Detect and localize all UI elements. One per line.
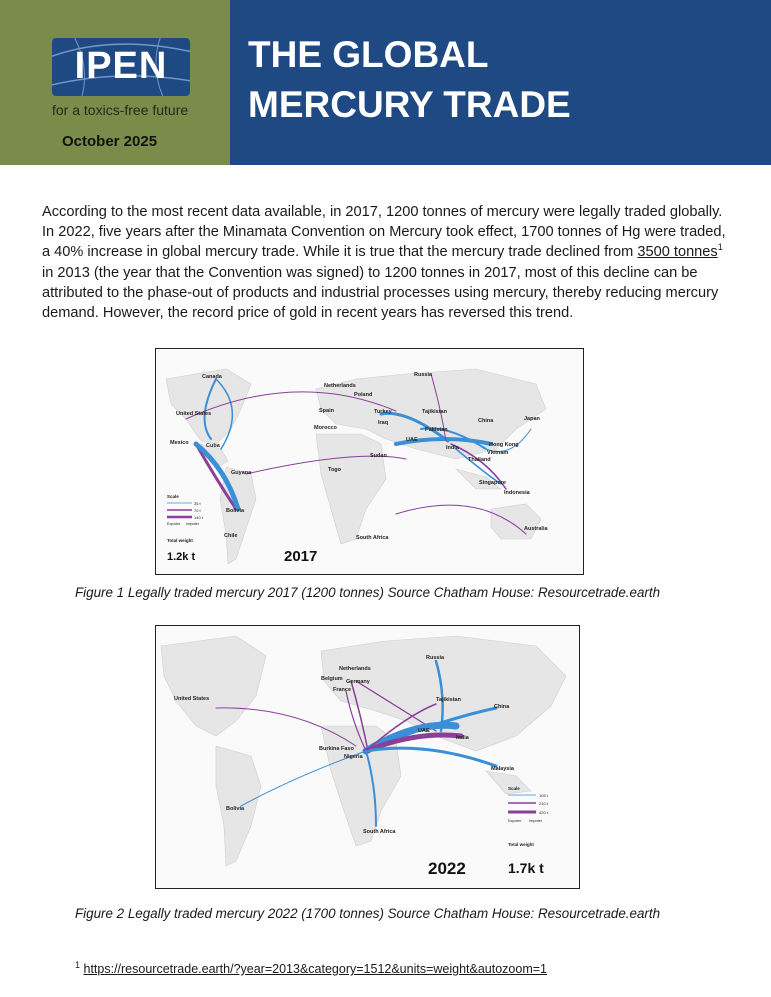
map-2022-label-india: India xyxy=(456,735,469,741)
map-2022 xyxy=(155,625,580,889)
map-2022-label-united-states: United States xyxy=(174,696,210,702)
map-2017-label-japan: Japan xyxy=(524,416,540,422)
map-2022-svg xyxy=(156,626,579,888)
map-2017-label-indonesia: Indonesia xyxy=(504,490,530,496)
map-2022-label-south-africa: South Africa xyxy=(363,829,396,835)
map-2022-total-label: Total weight xyxy=(508,842,534,847)
map-2017-label-iraq: Iraq xyxy=(378,420,389,426)
map-2017-label-chile: Chile xyxy=(224,533,238,539)
map-2017-label-morocco: Morocco xyxy=(314,425,337,431)
publication-date: October 2025 xyxy=(62,133,158,150)
map-2017-label-australia: Australia xyxy=(524,526,548,532)
map-2017-importer-label: Importer xyxy=(186,522,200,526)
map-2017-label-vietnam: Vietnam xyxy=(487,450,509,456)
map-2022-label-france: France xyxy=(333,687,352,693)
footnote-mark: 1 xyxy=(75,959,81,970)
intro-text-2: in 2013 (the year that the Convention was signed) to 1200 tonnes in 2017, most of this decline can be attributed to the phase-out of products and industrial processes using mercury, thereby reducing mercury demand. However, the record price of gold in recent years has reversed this trend. xyxy=(42,264,719,322)
map-2022-label-bolivia: Bolivia xyxy=(226,806,245,812)
map-2022-label-belgium: Belgium xyxy=(321,676,343,682)
map-2022-label-netherlands: Netherlands xyxy=(339,666,371,672)
map-2017-label-turkey: Turkey xyxy=(374,409,392,415)
map-2017-scale-value-3: 140 t xyxy=(194,515,203,520)
map-2017-label-south-africa: South Africa xyxy=(356,535,389,541)
intro-paragraph xyxy=(42,202,732,323)
map-2017-scale-title: Scale xyxy=(167,494,179,499)
map-2017-label-canada: Canada xyxy=(202,374,222,380)
map-2022-label-malaysia: Malaysia xyxy=(491,766,514,772)
map-2017-exporter-label: Exporter xyxy=(167,522,181,526)
map-2017 xyxy=(155,348,584,575)
map-2017-label-thailand: Thailand xyxy=(468,457,491,463)
map-2017-scale-value-2: 70 t xyxy=(194,508,201,513)
title-line-2: MERCURY TRADE xyxy=(248,84,571,125)
map-2017-label-china: China xyxy=(478,418,494,424)
map-2017-label-hong-kong: Hong Kong xyxy=(489,442,519,448)
map-2022-label-uae: UAE xyxy=(418,728,430,734)
map-2022-label-burkina-faso: Burkina Faso xyxy=(319,746,354,752)
map-2017-label-sudan: Sudan xyxy=(370,453,387,459)
footnote xyxy=(75,959,548,976)
map-2017-label-mexico: Mexico xyxy=(170,440,189,446)
map-2022-scale-value-1: 105 t xyxy=(539,793,548,798)
map-2017-label-singapore: Singapore xyxy=(479,480,506,486)
map-2022-label-russia: Russia xyxy=(426,655,445,661)
map-2022-scale-title: Scale xyxy=(508,786,520,791)
map-2022-label-tajikistan: Tajikistan xyxy=(436,697,461,703)
intro-text-1: According to the most recent data available, in 2017, 1200 tonnes of mercury were legally traded globally. In 2022, five years after the Minamata Convention on Mercury took effect, 1700 tonnes of Hg were traded, a 40% increase in global mercury trade. While it is true that the mercury trade declined from xyxy=(42,204,726,261)
ipen-logo xyxy=(52,38,190,96)
map-2017-label-bolivia: Bolivia xyxy=(226,508,245,514)
figure-1-caption: Figure 1 Legally traded mercury 2017 (1200 tonnes) Source Chatham House: Resourcetrade.earth xyxy=(75,585,661,600)
map-2017-label-cuba: Cuba xyxy=(206,443,220,449)
map-2022-label-nigeria: Nigeria xyxy=(344,754,363,760)
map-2017-label-guyana: Guyana xyxy=(231,470,252,476)
footnote-ref[interactable]: 1 xyxy=(717,242,723,253)
map-2017-total-label: Total weight xyxy=(167,538,193,543)
map-2017-label-spain: Spain xyxy=(319,408,334,414)
map-2017-scale-value-1: 35 t xyxy=(194,501,201,506)
map-2022-total-value: 1.7k t xyxy=(508,860,544,876)
page-header xyxy=(0,0,771,165)
tagline: for a toxics-free future xyxy=(52,102,189,118)
figure-2-caption: Figure 2 Legally traded mercury 2022 (1700 tonnes) Source Chatham House: Resourcetrade.earth xyxy=(75,906,661,921)
map-2022-importer-label: Importer xyxy=(529,819,543,823)
map-2022-year: 2022 xyxy=(428,859,466,878)
page-title xyxy=(248,30,571,130)
map-2022-label-germany: Germany xyxy=(346,679,370,685)
map-2017-label-india: India xyxy=(446,445,459,451)
map-2017-label-poland: Poland xyxy=(354,392,373,398)
map-2022-scale-value-3: 420 t xyxy=(539,810,548,815)
map-2017-label-netherlands: Netherlands xyxy=(324,383,356,389)
map-2017-label-pakistan: Pakistan xyxy=(425,427,448,433)
map-2017-total-value: 1.2k t xyxy=(167,551,196,563)
map-2017-label-tajikistan: Tajikistan xyxy=(422,409,447,415)
map-2017-label-togo: Togo xyxy=(328,467,342,473)
map-2022-scale-value-2: 210 t xyxy=(539,801,548,806)
map-2017-label-uae: UAE xyxy=(406,437,418,443)
map-2017-svg xyxy=(156,349,583,574)
map-2022-label-china: China xyxy=(494,704,510,710)
footnote-link[interactable]: https://resourcetrade.earth/?year=2013&category=1512&units=weight&autozoom=1 xyxy=(83,962,548,976)
logo-panel xyxy=(0,0,230,165)
title-line-1: THE GLOBAL xyxy=(248,34,489,75)
map-2017-label-united-states: United States xyxy=(176,411,212,417)
tonnes-link[interactable]: 3500 tonnes xyxy=(637,244,718,261)
map-2017-year: 2017 xyxy=(284,548,318,565)
map-2017-label-russia: Russia xyxy=(414,372,433,378)
logo-text: IPEN xyxy=(74,45,168,87)
map-2022-exporter-label: Exporter xyxy=(508,819,522,823)
